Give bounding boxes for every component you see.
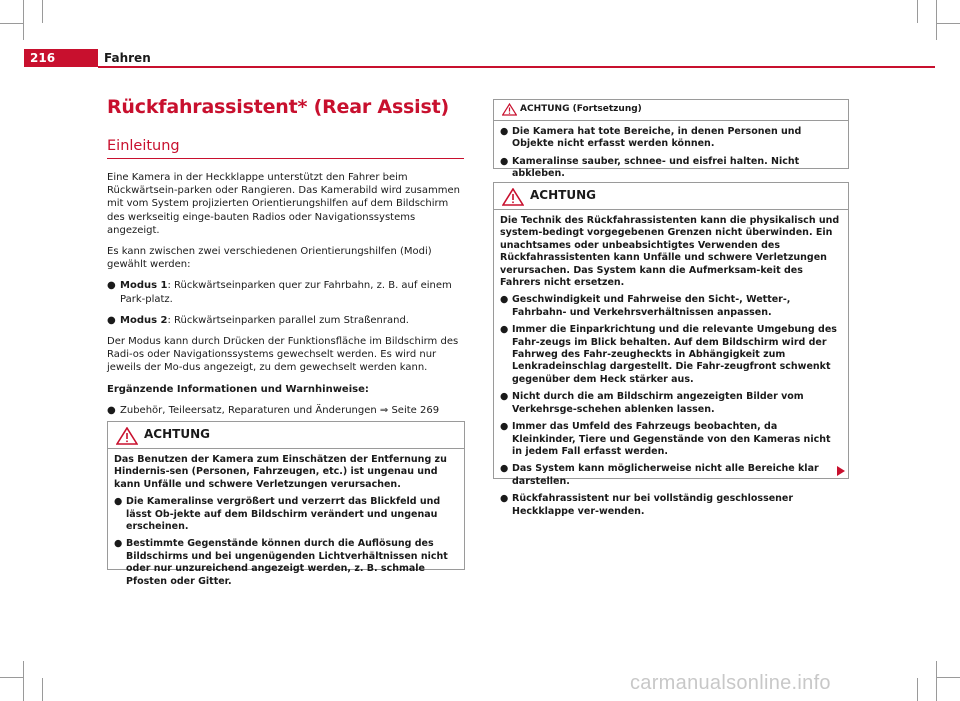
list-item <box>107 279 464 305</box>
list-item: ● Das System kann möglicherweise nicht alle Bereiche klar darstellen. <box>500 463 819 487</box>
list-item: ● Geschwindigkeit und Fahrweise den Sicht-, Wetter-, Fahrbahn- und Verkehrsverhältnissen anpassen. <box>500 294 791 318</box>
list-item: ● Immer die Einparkrichtung und die relevante Umgebung des Fahr-zeugs im Blick behalten. Auf dem Bildschirm wird der Fahrweg des Fahr-zeugheckts in Abhängigkeit zum Lenkradeinschlag dargestellt. Die Fahr-zeugfront schwenkt gegenüber dem Heck stärker aus. <box>500 324 837 385</box>
list-item <box>107 404 464 417</box>
page-number: 216 <box>30 51 56 65</box>
list-item: ● Bestimmte Gegenstände können durch die Auflösung des Bildschirms und bei ungenügenden Lichtverhältnissen nicht oder nur unzureichend angezeigt werden, z. B. schmale Pfosten oder Gitter. <box>114 538 448 587</box>
list-item: ● Die Kamera hat tote Bereiche, in denen Personen und Objekte nicht erfasst werden können. <box>500 126 802 150</box>
bullet-icon: ● <box>500 126 509 137</box>
paragraph: Es kann zwischen zwei verschiedenen Orientierungshilfen (Modi) gewählt werden: <box>107 246 432 271</box>
bullet-icon: ● <box>107 404 116 416</box>
warning-box <box>107 421 465 587</box>
bullet-icon: ● <box>500 493 509 505</box>
warning-triangle-icon <box>116 427 138 445</box>
bullet-icon: ● <box>500 324 509 336</box>
crop-mark <box>0 23 23 24</box>
bullet-icon: ● <box>107 314 116 326</box>
page-title: Rückfahrassistent* (Rear Assist) <box>107 96 449 118</box>
header-rule <box>98 66 935 68</box>
cross-reference-link[interactable]: Zubehör, Teileersatz, Reparaturen und Änderungen ⇒ Seite 269 <box>120 404 440 416</box>
crop-mark <box>917 678 918 701</box>
crop-mark <box>42 0 43 23</box>
section-rule <box>107 158 464 159</box>
mode-text: : Rückwärtseinparken quer zur Fahrbahn, z. B. auf einem Park-platz. <box>120 280 452 305</box>
crop-mark <box>917 0 918 23</box>
crop-mark <box>937 23 960 24</box>
list-item: ● Kameralinse sauber, schnee- und eisfrei halten. Nicht abkleben. <box>500 155 800 180</box>
warning-title: ACHTUNG (Fortsetzung) <box>520 104 642 114</box>
warning-title: ACHTUNG <box>530 188 596 202</box>
warning-box <box>493 182 849 517</box>
mode-label: Modus 1 <box>120 280 168 292</box>
intro-text <box>107 171 464 425</box>
bullet-icon: ● <box>114 538 123 550</box>
info-heading: Ergänzende Informationen und Warnhinweise: <box>107 383 369 395</box>
mode-text: : Rückwärtseinparken parallel zum Straßenrand. <box>167 314 409 326</box>
crop-mark <box>42 678 43 701</box>
bullet-icon: ● <box>500 155 509 167</box>
crop-mark <box>936 0 937 40</box>
warning-intro: Das Benutzen der Kamera zum Einschätzen der Entfernung zu Hindernis-sen (Personen, Fahrzeugen, etc.) ist ungenau und kann Unfälle und schwere Verletzungen verursachen. <box>114 454 447 490</box>
list-item: ● Immer das Umfeld des Fahrzeugs beobachten, da Kleinkinder, Tiere und Gegenstände von den Kameras nicht in jedem Fall erfasst werden. <box>500 421 831 457</box>
list-item: ● Nicht durch die am Bildschirm angezeigten Bilder vom Verkehrsge-schehen ablenken lassen. <box>500 391 804 415</box>
list-item <box>107 314 464 327</box>
list-item: ● Rückfahrassistent nur bei vollständig geschlossener Heckklappe ver-wenden. <box>500 493 794 517</box>
section-heading: Einleitung <box>107 138 180 154</box>
bullet-icon: ● <box>114 496 123 508</box>
paragraph: Eine Kamera in der Heckklappe unterstützt den Fahrer beim Rückwärtsein-parken oder Rangieren. Das Kamerabild wird zusammen mit vom System projizierten Orientierungshilfen auf dem Bildschirm des werkseitig einge-bauten Radios oder Navigationssystems angezeigt. <box>107 172 460 236</box>
paragraph: Der Modus kann durch Drücken der Funktionsfläche im Bildschirm des Radi-os oder Navigationssystems gewechselt werden. Es wird nur jeweils der Mo-dus angezeigt, zu dem gewechselt werden kann. <box>107 336 459 374</box>
watermark: carmanualsonline.info <box>630 672 831 694</box>
warning-intro: Die Technik des Rückfahrassistenten kann die physikalisch und system-bedingt vorgegebenen Grenzen nicht überwinden. Ein unachtsames oder unbeabsichtigtes Verwenden des Rückfahrassistenten kann Unfälle und schwere Verletzungen verursachen. Das System kann die Aufmerksam-keit des Fahrers nicht ersetzen. <box>500 215 840 289</box>
continue-arrow-icon <box>836 465 846 477</box>
bullet-icon: ● <box>500 294 509 306</box>
crop-mark <box>23 0 24 40</box>
warning-title: ACHTUNG <box>144 427 210 441</box>
bullet-icon: ● <box>107 280 116 292</box>
mode-label: Modus 2 <box>120 314 168 326</box>
crop-mark <box>936 661 937 701</box>
warning-triangle-icon <box>502 188 524 206</box>
warning-triangle-icon <box>502 103 517 116</box>
chapter-title: Fahren <box>104 51 151 65</box>
bullet-icon: ● <box>500 421 509 433</box>
crop-mark <box>937 677 960 678</box>
warning-continued-box <box>493 99 849 180</box>
crop-mark <box>23 661 24 701</box>
list-item: ● Die Kameralinse vergrößert und verzerrt das Blickfeld und lässt Ob-jekte auf dem Bildschirm verändert und ungenau erscheinen. <box>114 496 441 533</box>
crop-mark <box>0 677 23 678</box>
bullet-icon: ● <box>500 463 509 475</box>
bullet-icon: ● <box>500 391 509 403</box>
